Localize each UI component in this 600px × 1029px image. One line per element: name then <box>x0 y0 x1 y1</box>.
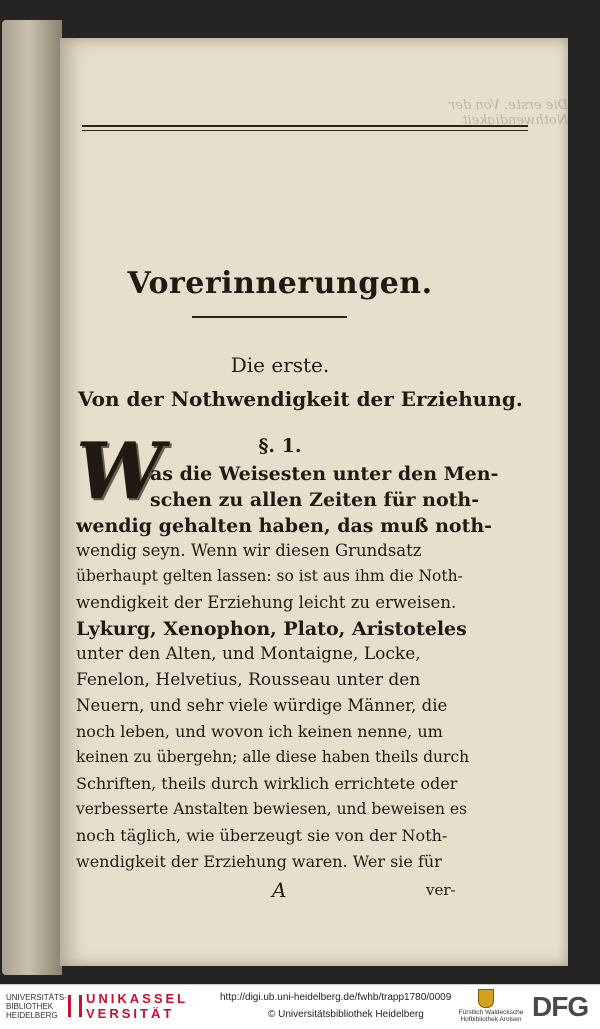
text-line: wendigkeit der Erziehung leicht zu erweisen. <box>76 593 457 612</box>
bleed-through-text: Die erste. Von der Nothwendigkeit <box>449 98 568 128</box>
chapter-number: Die erste. <box>230 353 330 377</box>
signature-mark: A <box>272 878 287 902</box>
uni-kassel-logo <box>68 991 208 1021</box>
text-line: Neuern, und sehr viele würdige Männer, die <box>76 696 448 715</box>
drop-cap: W <box>76 426 164 517</box>
crest-icon <box>478 989 494 1008</box>
uni-kassel-mark-icon <box>68 995 82 1017</box>
catchword: ver- <box>426 881 456 899</box>
source-url[interactable]: http://digi.ub.uni-heidelberg.de/fwhb/trapp1780/0009 <box>220 992 452 1003</box>
text-line: Fenelon, Helvetius, Rousseau unter den <box>76 670 421 690</box>
book-page <box>60 38 568 966</box>
text-line: überhaupt gelten lassen: so ist aus ihm die Noth- <box>76 567 463 585</box>
text-line: Lykurg, Xenophon, Plato, Aristoteles <box>76 618 467 640</box>
left-page-edge <box>2 20 62 975</box>
page-title: Vorerinnerungen. <box>127 266 433 301</box>
uni-kassel-line2: VERSITÄT <box>86 1006 175 1021</box>
text-line: keinen zu übergehn; alle diese haben theils durch <box>76 748 470 766</box>
text-line: wendigkeit der Erziehung waren. Wer sie für <box>76 852 442 871</box>
ub-heidelberg-logo: UNIVERSITÄTS-BIBLIOTHEK HEIDELBERG <box>6 993 67 1020</box>
uni-kassel-line1: UNIKASSEL <box>86 991 189 1006</box>
copyright-notice: © Universitätsbibliothek Heidelberg <box>268 1009 424 1020</box>
hofbibliothek-logo: Fürstlich Waldecksche Hofbibliothek Arolsen <box>458 1009 524 1023</box>
title-rule <box>192 316 347 318</box>
text-line: verbesserte Anstalten bewiesen, und beweisen es <box>76 800 468 818</box>
text-line: noch täglich, wie überzeugt sie von der Noth- <box>76 826 448 845</box>
footer-bar <box>0 984 600 1029</box>
text-line: Schriften, theils durch wirklich errichtete oder <box>76 774 458 793</box>
text-line: schen zu allen Zeiten für noth- <box>150 489 480 511</box>
text-line: as die Weisesten unter den Men- <box>150 463 499 485</box>
text-line: noch leben, und wovon ich keinen nenne, um <box>76 722 443 741</box>
text-line: wendig seyn. Wenn wir diesen Grundsatz <box>76 541 422 560</box>
header-rule-thin <box>82 130 528 131</box>
text-line: unter den Alten, und Montaigne, Locke, <box>76 644 421 664</box>
dfg-logo: DFG <box>532 991 589 1022</box>
chapter-title: Von der Nothwendigkeit der Erziehung. <box>78 387 523 411</box>
text-line: wendig gehalten haben, das muß noth- <box>76 515 493 537</box>
section-number: §. 1. <box>258 435 302 457</box>
header-rule <box>82 125 528 127</box>
